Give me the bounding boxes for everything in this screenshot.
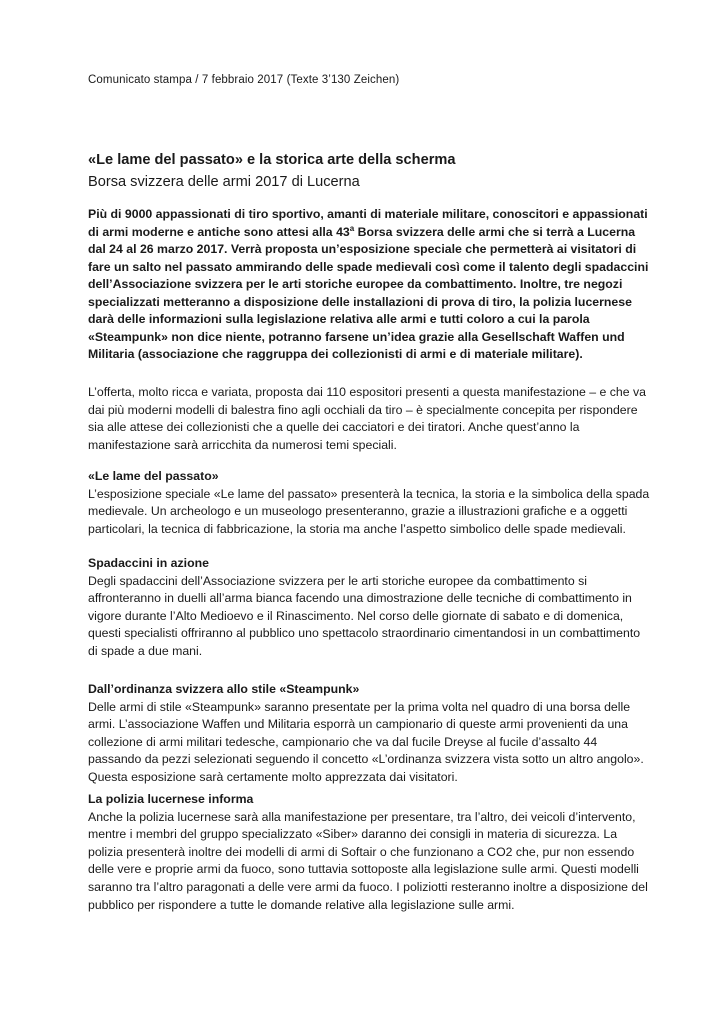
section-heading: Dall’ordinanza svizzera allo stile «Steampunk» [88,682,360,696]
lead-text-part-2: Borsa svizzera delle armi che si terrà a Lucerna dal 24 al 26 marzo 2017. Verrà proposta un’esposizione speciale che permetterà ai visitatori di fare un salto nel passato ammirando delle spade medievali così come il talento degli spadaccini dell’Associazione svizzera per le arti storiche europee da combattimento. Inoltre, tre negozi specializzati metteranno a disposizione delle installazioni di prova di tiro, la polizia lucernese darà delle informazioni sulla legislazione relativa alle armi e tutti coloro a cui la parola «Steampunk» non dice niente, potranno farsene un’idea grazie alla Gesellschaft Waffen und Militaria (associazione che raggruppa dei collezionisti di armi e di materiale militare). [88,224,649,361]
press-release-header: Comunicato stampa / 7 febbraio 2017 (Texte 3’130 Zeichen) [88,74,400,86]
section-heading: «Le lame del passato» [88,469,219,483]
lead-text-part-1: Più di 9000 appassionati di tiro sportivo, amanti di materiale militare, conoscitori e appassionati di armi moderne e antiche sono attesi alla 43 [88,207,648,239]
lead-paragraph [88,206,650,364]
section-spadaccini [88,555,650,661]
section-text: L’esposizione speciale «Le lame del passato» presenterà la tecnica, la storia e la simbolica della spada medievale. Un archeologo e un museologo presenteranno, grazie a illustrazioni grafiche e a oggetti particolari, la tecnica di fabbricazione, la storia ma anche l’aspetto simbolico delle spade medievali. [88,486,650,536]
section-steampunk [88,681,650,787]
section-text: Anche la polizia lucernese sarà alla manifestazione per presentare, tra l’altro, dei veicoli d’intervento, mentre i membri del gruppo specializzato «Siber» daranno dei consigli in materia di sicurezza. La polizia presenterà inoltre dei modelli di armi di Softair o che funzionano a CO2 che, pur non essendo delle vere e proprie armi da fuoco, sono tuttavia sottoposte alla legislazione sulle armi. Questi modelli saranno tra l’altro paragonati a delle vere armi da fuoco. I poliziotti resteranno inoltre a disposizione del pubblico per rispondere a tutte le domande relative alla legislazione sulle armi. [88,809,648,912]
document-title: «Le lame del passato» e la storica arte della scherma [88,152,456,168]
document-subtitle: Borsa svizzera delle armi 2017 di Lucerna [88,174,360,190]
section-lame-del-passato [88,468,650,538]
title-block [88,150,648,192]
section-polizia [88,791,650,914]
section-heading: Spadaccini in azione [88,556,209,570]
section-heading: La polizia lucernese informa [88,792,254,806]
section-text: Delle armi di stile «Steampunk» saranno presentate per la prima volta nel quadro di una borsa delle armi. L’associazione Waffen und Militaria esporrà un campionario di queste armi provenienti da una collezione di armi militari tedesche, campionario che va dal fucile Dreyse al fucile d’assalto 44 passando da pezzi selezionati seguendo il concetto «L’ordinanza svizzera vista sotto un altro angolo». Questa esposizione sarà certamente molto apprezzata dai visitatori. [88,699,644,784]
section-text: Degli spadaccini dell’Associazione svizzera per le arti storiche europee da combattimento si affronteranno in duelli all’arma bianca facendo una dimostrazione delle tecniche di combattimento in vigore durante l’Alto Medioevo e il Rinascimento. Nel corso delle giornate di sabato e di domenica, questi specialisti offriranno al pubblico uno spettacolo straordinario cimentandosi in un combattimento di spade a due mani. [88,573,641,658]
ordinal-superscript: a [349,223,355,233]
intro-paragraph: L’offerta, molto ricca e variata, proposta dai 110 espositori presenti a questa manifestazione – e che va dai più moderni modelli di balestra fino agli occhiali da tiro – è specialmente concepita per rispondere sia alle attese dei collezionisti che a quelle dei cacciatori e dei tiratori. Anche quest’anno la manifestazione sarà arricchita da numerosi temi speciali. [88,385,647,452]
